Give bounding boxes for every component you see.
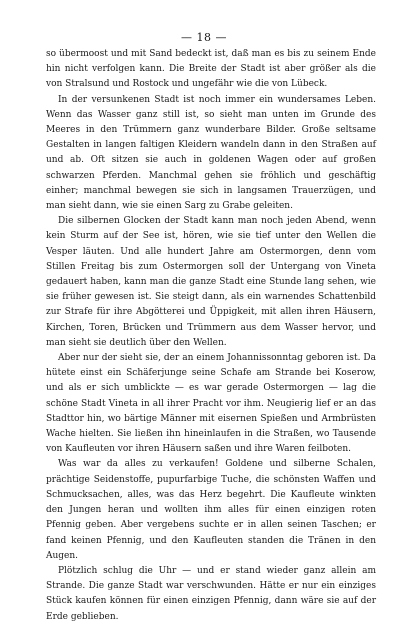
page-number: — 18 —	[181, 31, 227, 44]
body-text	[46, 47, 376, 625]
paragraph-4: Aber nur der sieht sie, der an einem Johannissonntag geboren ist. Da hütete einst ein Schäferjunge seine Schafe am Strande bei Koserow, und als er sich umblickte — es war gerade Ostermorgen — lag die schöne Stadt Vineta in all ihrer Pracht vor ihm. Neugierig lief er an das Stadttor hin, wo bärtige Männer mit eisernen Spießen und Armbrüsten Wache hielten. Sie ließen ihn hineinlaufen in die Straßen, wo Tausende von Kaufleuten vor ihren Häusern saßen und ihre Waren feilboten.	[46, 353, 376, 455]
paragraph-1: so übermoost und mit Sand bedeckt ist, daß man es bis zu seinem Ende hin nicht verfolgen kann. Die Breite der Stadt ist aber größer als die von Stralsund und Rostock und ungefähr wie die von Lübeck.	[46, 49, 376, 90]
paragraph-5: Was war da alles zu verkaufen! Goldene und silberne Schalen, prächtige Seidenstoffe, pupurfarbige Tuche, die schönsten Waffen und Schmucksachen, alles, was das Herz begehrt. Die Kaufleute winkten den Jungen heran und wollten ihm alles für einen einzigen roten Pfennig geben. Aber vergebens suchte er in allen seinen Taschen; er fand keinen Pfennig, und den Kaufleuten standen die Tränen in den Augen.	[46, 459, 376, 561]
paragraph-3: Die silbernen Glocken der Stadt kann man noch jeden Abend, wenn kein Sturm auf der See ist, hören, wie sie tief unter den Wellen die Vesper läuten. Und alle hundert Jahre am Ostermorgen, denn vom Stillen Freitag bis zum Ostermorgen soll der Untergang von Vineta gedauert haben, kann man die ganze Stadt eine Stunde lang sehen, wie sie früher gewesen ist. Sie steigt dann, als ein warnendes Schattenbild zur Strafe für ihre Abgötterei und Üppigkeit, mit allen ihren Häusern, Kirchen, Toren, Brücken und Trümmern aus dem Wasser hervor, und man sieht sie deutlich über den Wellen.	[46, 216, 376, 348]
paragraph-2: In der versunkenen Stadt ist noch immer ein wundersames Leben. Wenn das Wasser ganz still ist, so sieht man unten im Grunde des Meeres in den Trümmern ganz wunderbare Bilder. Große seltsame Gestalten in langen faltigen Kleidern wandeln dann in den Straßen auf und ab. Oft sitzen sie auch in goldenen Wagen oder auf großen schwarzen Pferden. Manchmal gehen sie fröhlich und geschäftig einher; manchmal bewegen sie sich in langsamen Trauerzügen, und man sieht dann, wie sie einen Sarg zu Grabe geleiten.	[46, 94, 376, 212]
paragraph-6: Plötzlich schlug die Uhr — und er stand wieder ganz allein am Strande. Die ganze Stadt war verschwunden. Hätte er nur ein einziges Stück kaufen können für einen einzigen Pfennig, dann wäre sie auf der Erde geblieben.	[46, 565, 376, 622]
